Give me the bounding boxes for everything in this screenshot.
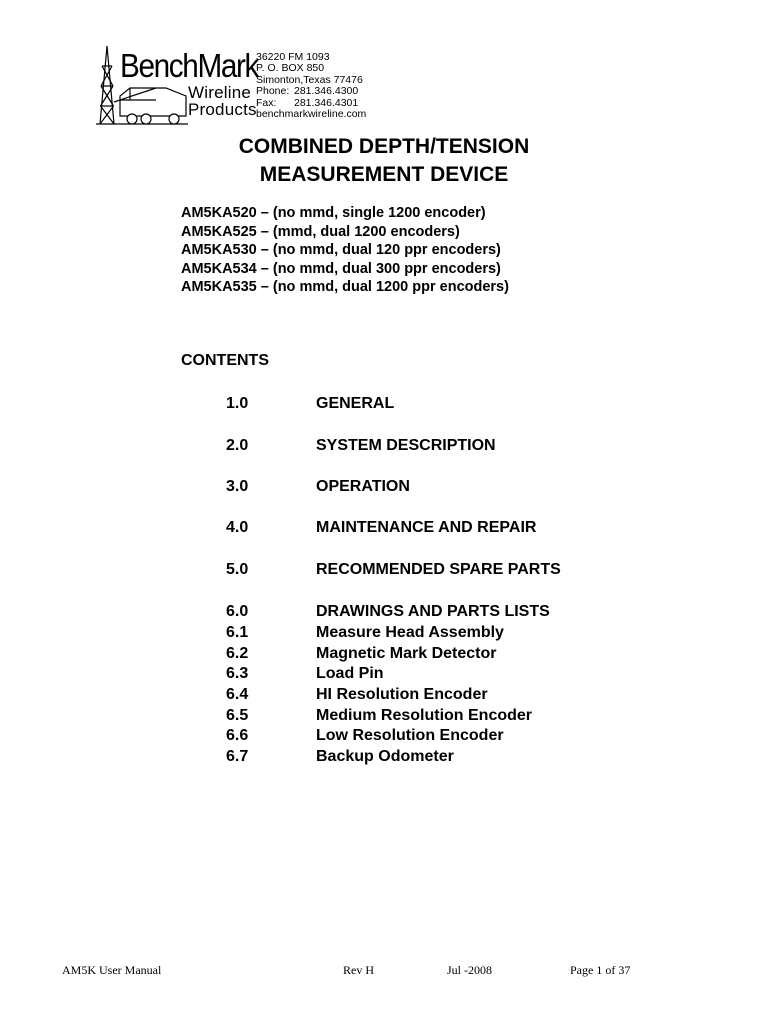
- brand-subtitle-products: Products: [188, 100, 257, 119]
- toc-number: 4.0: [226, 519, 249, 536]
- toc-number: 6.0: [226, 603, 249, 620]
- brand-subtitle-wireline: Wireline: [188, 83, 252, 102]
- toc-number: 6.4: [226, 686, 249, 703]
- toc-entry[interactable]: [0, 601, 768, 622]
- model-item: AM5KA525 – (mmd, dual 1200 encoders): [181, 223, 460, 240]
- toc-title: DRAWINGS AND PARTS LISTS: [316, 603, 550, 620]
- toc-entry[interactable]: [0, 725, 768, 746]
- toc-entry[interactable]: [0, 663, 768, 684]
- toc-entry[interactable]: [0, 517, 768, 538]
- toc-number: 6.3: [226, 665, 249, 682]
- toc-entry[interactable]: [0, 393, 768, 414]
- toc-entry[interactable]: [0, 705, 768, 726]
- phone-label: Phone:: [256, 85, 290, 98]
- footer-revision: Rev H: [343, 963, 374, 977]
- document-title-line-1: COMBINED DEPTH/TENSION: [238, 135, 530, 158]
- toc-number: 3.0: [226, 478, 249, 495]
- toc-title: Measure Head Assembly: [316, 624, 504, 641]
- toc-entry[interactable]: [0, 684, 768, 705]
- model-item: AM5KA534 – (no mmd, dual 300 ppr encoders): [181, 260, 501, 277]
- toc-entry[interactable]: [0, 476, 768, 497]
- toc-entry[interactable]: [0, 622, 768, 643]
- toc-title: Magnetic Mark Detector: [316, 645, 497, 662]
- toc-number: 2.0: [226, 437, 249, 454]
- toc-title: GENERAL: [316, 395, 395, 412]
- toc-title: Backup Odometer: [316, 748, 454, 765]
- company-address-block: [256, 52, 366, 120]
- footer-page-number: Page 1 of 37: [570, 963, 631, 977]
- toc-entry[interactable]: [0, 643, 768, 664]
- brand-name: BenchMark: [120, 47, 259, 84]
- address-line: P. O. BOX 850: [256, 62, 325, 75]
- toc-title: OPERATION: [316, 478, 410, 495]
- document-title-line-2: MEASUREMENT DEVICE: [259, 163, 509, 186]
- model-item: AM5KA520 – (no mmd, single 1200 encoder): [181, 205, 486, 221]
- toc-title: Medium Resolution Encoder: [316, 707, 533, 724]
- toc-number: 5.0: [226, 561, 249, 578]
- page-footer: [0, 962, 768, 978]
- toc-number: 6.1: [226, 624, 249, 641]
- toc-entry[interactable]: [0, 559, 768, 580]
- toc-title: Low Resolution Encoder: [316, 727, 504, 744]
- toc-entry[interactable]: [0, 435, 768, 456]
- toc-number: 1.0: [226, 395, 249, 412]
- model-item: AM5KA535 – (no mmd, dual 1200 ppr encoders): [181, 279, 509, 295]
- address-line: 36220 FM 1093: [256, 51, 330, 63]
- toc-title: MAINTENANCE AND REPAIR: [316, 519, 537, 536]
- contents-heading: CONTENTS: [181, 352, 269, 369]
- model-list: [181, 204, 509, 297]
- toc-number: 6.5: [226, 707, 249, 724]
- address-line: Simonton,Texas 77476: [256, 73, 363, 86]
- toc-title: SYSTEM DESCRIPTION: [316, 437, 496, 454]
- letterhead: [96, 44, 396, 128]
- footer-date: Jul -2008: [447, 963, 492, 977]
- toc-number: 6.2: [226, 645, 249, 662]
- toc-entry[interactable]: [0, 746, 768, 767]
- toc-number: 6.6: [226, 727, 249, 744]
- model-item: AM5KA530 – (no mmd, dual 120 ppr encoders): [181, 242, 501, 258]
- toc-title: Load Pin: [316, 665, 384, 682]
- toc-title: HI Resolution Encoder: [316, 686, 488, 703]
- website-link[interactable]: benchmarkwireline.com: [256, 107, 367, 120]
- toc-number: 6.7: [226, 748, 249, 765]
- footer-manual-name: AM5K User Manual: [62, 963, 162, 977]
- fax-label: Fax:: [256, 96, 277, 109]
- phone-number: 281.346.4300: [294, 85, 359, 98]
- fax-number: 281.346.4301: [294, 96, 359, 109]
- toc-title: RECOMMENDED SPARE PARTS: [316, 561, 561, 578]
